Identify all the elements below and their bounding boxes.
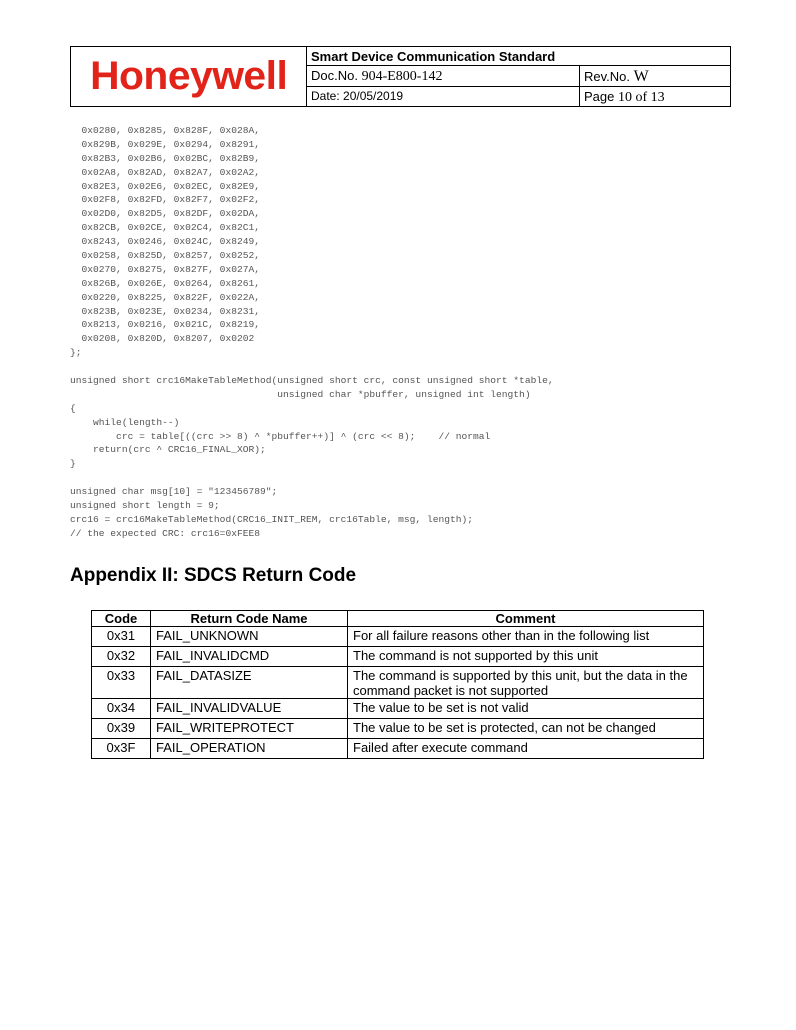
code-line: 0x829B, 0x029E, 0x0294, 0x8291, — [70, 138, 260, 150]
column-header-name: Return Code Name — [151, 611, 348, 627]
page-number — [580, 87, 730, 106]
code-line: 0x82B3, 0x02B6, 0x02BC, 0x82B9, — [70, 152, 260, 164]
code-line: unsigned char *pbuffer, unsigned int length) — [70, 388, 531, 400]
page-label: Page — [584, 89, 618, 104]
table-row — [92, 627, 704, 647]
code-line — [70, 471, 554, 485]
code-line: 0x8213, 0x0216, 0x021C, 0x8219, — [70, 319, 260, 331]
code-line: 0x02F8, 0x82FD, 0x82F7, 0x02F2, — [70, 194, 260, 206]
name-cell: FAIL_DATASIZE — [151, 667, 348, 699]
name-cell: FAIL_WRITEPROTECT — [151, 719, 348, 739]
code-line: unsigned short length = 9; — [70, 500, 220, 512]
code-line: }; — [70, 347, 82, 359]
name-cell: FAIL_INVALIDVALUE — [151, 699, 348, 719]
code-line: 0x82E3, 0x02E6, 0x02EC, 0x82E9, — [70, 180, 260, 192]
code-cell: 0x32 — [92, 647, 151, 667]
code-line: crc16 = crc16MakeTableMethod(CRC16_INIT_REM, crc16Table, msg, length); — [70, 513, 474, 525]
code-line: 0x8243, 0x0246, 0x024C, 0x8249, — [70, 236, 260, 248]
document-header — [70, 46, 731, 107]
code-line: 0x0258, 0x825D, 0x8257, 0x0252, — [70, 250, 260, 262]
column-header-comment: Comment — [348, 611, 704, 627]
comment-cell: The value to be set is protected, can not be changed — [348, 719, 704, 739]
honeywell-logo: Honeywell — [89, 54, 288, 98]
name-cell: FAIL_UNKNOWN — [151, 627, 348, 647]
code-line: crc = table[((crc >> 8) ^ *pbuffer++)] ^ (crc << 8); // normal — [70, 430, 491, 442]
code-line: { — [70, 402, 76, 414]
code-cell: 0x31 — [92, 627, 151, 647]
doc-number — [307, 66, 580, 87]
table-row — [92, 647, 704, 667]
code-line: 0x826B, 0x026E, 0x0264, 0x8261, — [70, 277, 260, 289]
code-line: return(crc ^ CRC16_FINAL_XOR); — [70, 444, 266, 456]
table-row — [92, 719, 704, 739]
doc-number-value: 904-E800-142 — [361, 69, 443, 84]
name-cell: FAIL_INVALIDCMD — [151, 647, 348, 667]
revision-label: Rev.No. — [584, 69, 634, 84]
code-cell: 0x3F — [92, 739, 151, 759]
table-row — [92, 699, 704, 719]
logo-cell — [71, 47, 307, 106]
code-line: 0x0270, 0x8275, 0x827F, 0x027A, — [70, 263, 260, 275]
appendix-heading: Appendix II: SDCS Return Code — [70, 565, 357, 586]
code-line: 0x0280, 0x8285, 0x828F, 0x028A, — [70, 125, 260, 136]
code-line: // the expected CRC: crc16=0xFEE8 — [70, 527, 260, 539]
code-line: 0x0208, 0x820D, 0x8207, 0x0202 — [70, 333, 255, 345]
table-header-row — [92, 611, 704, 627]
code-line: unsigned short crc16MakeTableMethod(unsigned short crc, const unsigned short *table, — [70, 375, 554, 387]
page-number-value: 10 of 13 — [617, 90, 665, 105]
code-listing — [70, 124, 554, 541]
code-line: unsigned char msg[10] = "123456789"; — [70, 486, 278, 498]
code-line: while(length--) — [70, 416, 180, 428]
comment-cell: For all failure reasons other than in the following list — [348, 627, 704, 647]
code-line: 0x02A8, 0x82AD, 0x82A7, 0x02A2, — [70, 166, 260, 178]
code-line — [70, 360, 554, 374]
name-cell: FAIL_OPERATION — [151, 739, 348, 759]
comment-cell: The value to be set is not valid — [348, 699, 704, 719]
code-cell: 0x33 — [92, 667, 151, 699]
revision-number — [580, 66, 730, 87]
document-title: Smart Device Communication Standard — [307, 47, 730, 66]
code-line: 0x823B, 0x023E, 0x0234, 0x8231, — [70, 305, 260, 317]
code-line: 0x0220, 0x8225, 0x822F, 0x022A, — [70, 291, 260, 303]
table-row — [92, 667, 704, 699]
doc-number-label: Doc.No. — [311, 68, 362, 83]
comment-cell: The command is not supported by this unit — [348, 647, 704, 667]
comment-cell: The command is supported by this unit, but the data in the command packet is not supported — [348, 667, 704, 699]
document-date: Date: 20/05/2019 — [307, 87, 580, 106]
return-code-table — [91, 610, 704, 759]
code-cell: 0x39 — [92, 719, 151, 739]
code-line: 0x82CB, 0x02CE, 0x02C4, 0x82C1, — [70, 222, 260, 234]
column-header-code: Code — [92, 611, 151, 627]
comment-cell: Failed after execute command — [348, 739, 704, 759]
code-cell: 0x34 — [92, 699, 151, 719]
table-row — [92, 739, 704, 759]
code-line: 0x02D0, 0x82D5, 0x82DF, 0x02DA, — [70, 208, 260, 220]
revision-value: W — [633, 68, 649, 85]
code-line: } — [70, 458, 76, 470]
